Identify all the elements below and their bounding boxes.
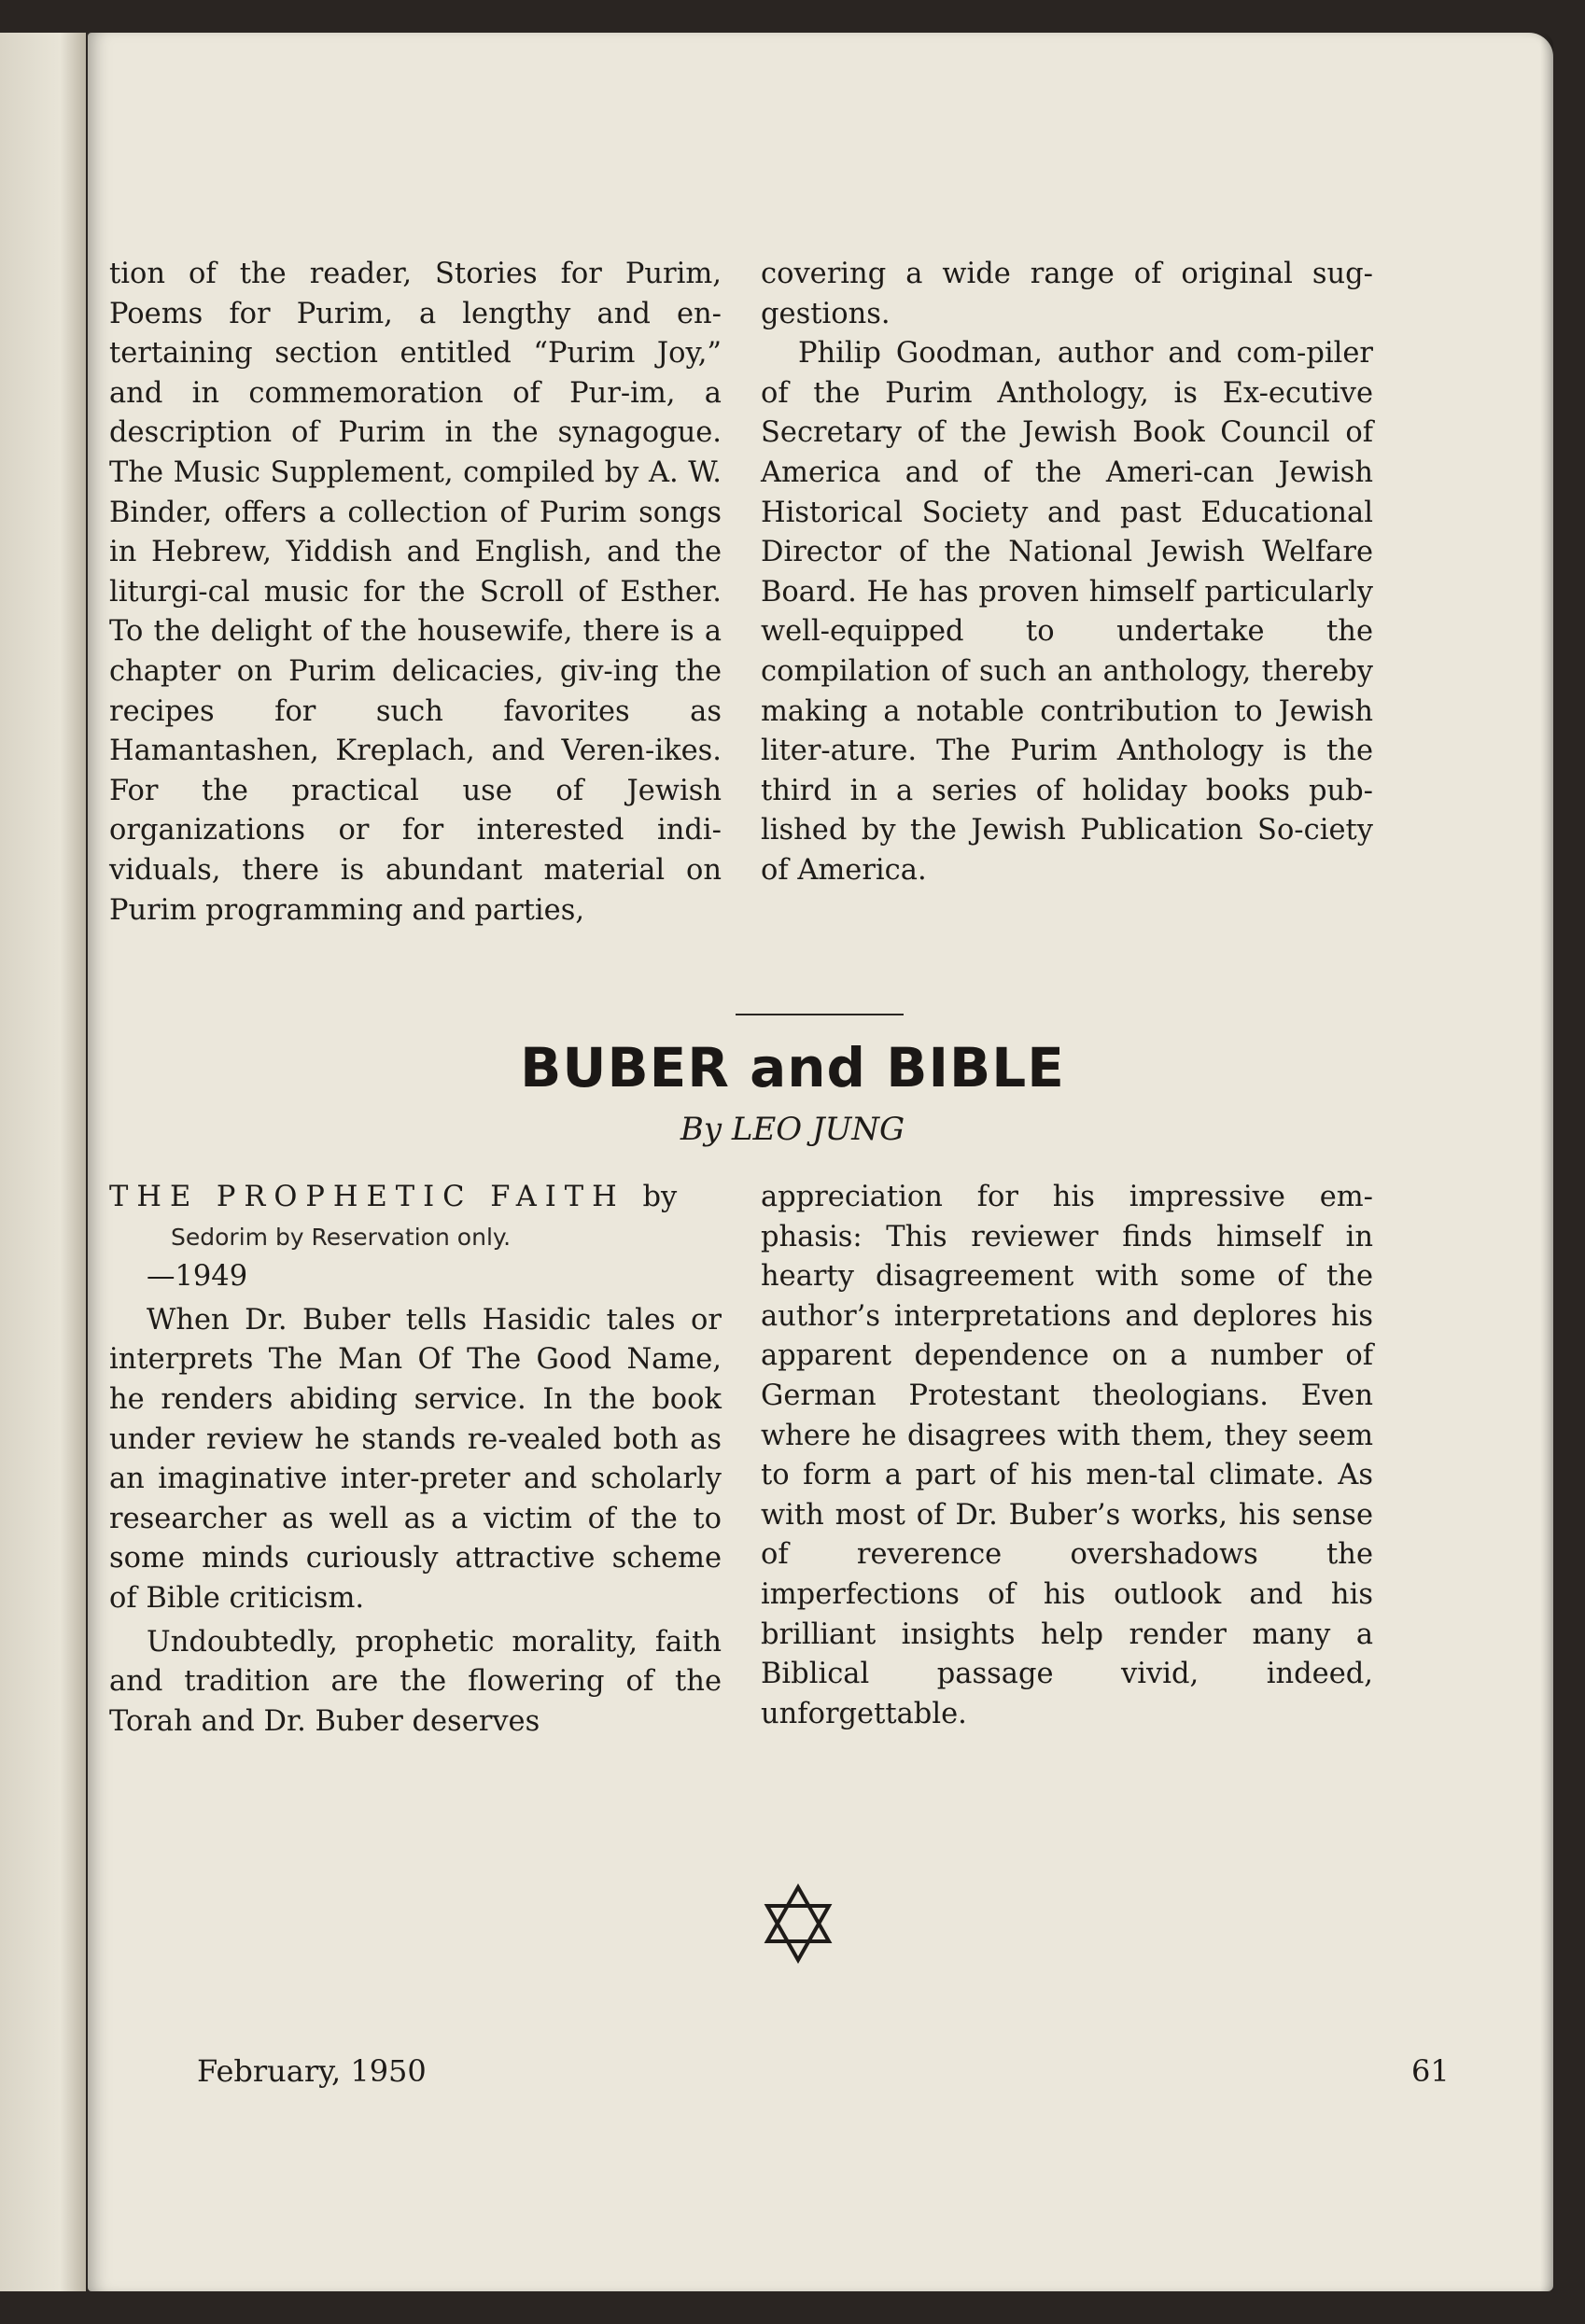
book-by: by bbox=[642, 1181, 678, 1213]
review-paragraph-1: When Dr. Buber tells Hasidic tales or interprets The Man Of The Good Name, he renders abiding service. In the book under review he stands re-vealed both as an imaginative inter-preter and scholarly researcher as well as a victim of the to some minds curiously attractive scheme of Bible criticism. bbox=[109, 1303, 722, 1615]
section-divider bbox=[736, 1014, 904, 1015]
footer-date: February, 1950 bbox=[197, 2053, 427, 2089]
bottom-right-column bbox=[761, 1178, 1373, 1734]
review-paragraph-3: appreciation for his impressive em-phasis: This reviewer finds himself in hearty disagreement with some of the author’s interpretations and deplores his apparent dependence on a number of German Protestant theologians. Even where he disagrees with them, they seem to form a part of his men-tal climate. As with most of Dr. Buber’s works, his sense of reverence overshadows the imperfections of his outlook and his brilliant insights help render many a Biblical passage vivid, indeed, unforgettable. bbox=[761, 1181, 1373, 1730]
top-right-paragraph-1: covering a wide range of original sug-gestions. bbox=[761, 258, 1373, 330]
article-title: BUBER and BIBLE bbox=[520, 1036, 1065, 1099]
page-number: 61 bbox=[1411, 2053, 1450, 2089]
top-right-paragraph-2: Philip Goodman, author and com-piler of the Purim Anthology, is Ex-ecutive Secretary of the Jewish Book Council of America and of the Ameri-can Jewish Historical Society and past Educational Director of the National Jewish Welfare Board. He has proven himself particularly well-equipped to undertake the compilation of such an anthology, thereby making a notable contribution to Jewish liter-ature. The Purim Anthology is the third in a series of holiday books pub-lished by the Jewish Publication So-ciety of America. bbox=[761, 337, 1373, 887]
bottom-left-column bbox=[109, 1178, 722, 1742]
book-publisher-line: Sedorim by Reservation only. bbox=[171, 1223, 512, 1251]
review-paragraph-2: Undoubtedly, prophetic morality, faith and tradition are the flowering of the Torah and Dr. Buber deserves bbox=[109, 1625, 722, 1738]
page-edge-shadow bbox=[1540, 33, 1553, 2291]
article-byline: By LEO JUNG bbox=[680, 1111, 905, 1148]
book-year: —1949 bbox=[147, 1260, 248, 1294]
book-title-line bbox=[109, 1178, 722, 1218]
star-of-david-icon bbox=[764, 1883, 833, 1964]
facing-page-edge bbox=[0, 33, 86, 2291]
top-left-paragraph: tion of the reader, Stories for Purim, Poems for Purim, a lengthy and en-tertaining section entitled “Purim Joy,” and in commemoration of Pur-im, a description of Purim in the synagogue. The Music Supplement, compiled by A. W. Binder, offers a collection of Purim songs in Hebrew, Yiddish and English, and the liturgi-cal music for the Scroll of Esther. To the delight of the housewife, there is a chapter on Purim delicacies, giv-ing the recipes for such favorites as Hamantashen, Kreplach, and Veren-ikes. For the practical use of Jewish organizations or for interested indi-viduals, there is abundant material on Purim programming and parties, bbox=[109, 258, 722, 927]
top-left-column bbox=[109, 255, 722, 931]
book-title: THE PROPHETIC FAITH bbox=[109, 1181, 625, 1213]
top-right-column bbox=[761, 255, 1373, 891]
